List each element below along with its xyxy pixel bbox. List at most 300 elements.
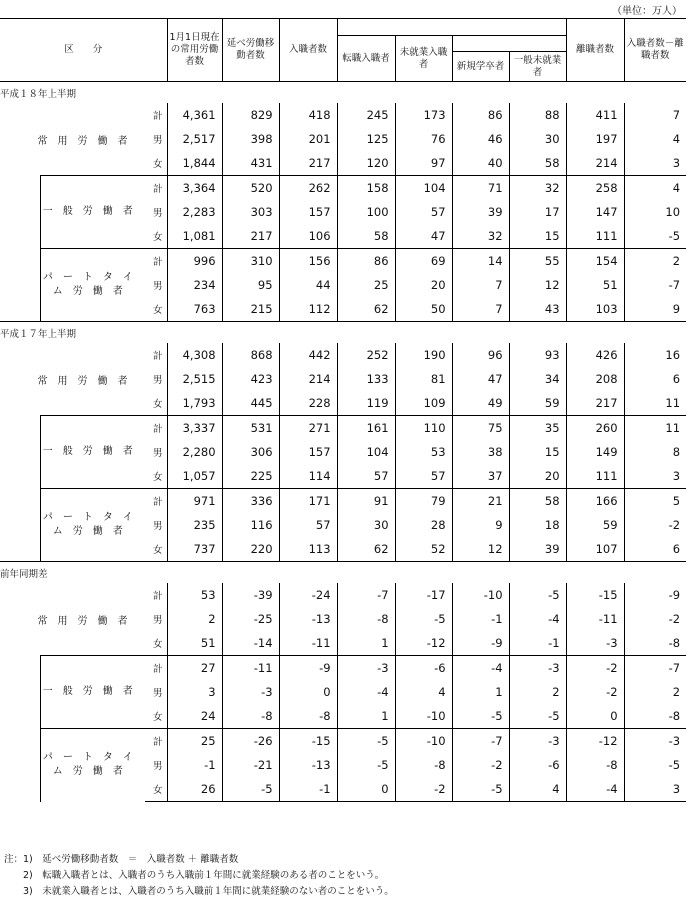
value-cell: 39 — [509, 537, 566, 562]
value-cell: 154 — [566, 249, 624, 274]
value-cell: 53 — [395, 440, 452, 464]
value-cell: 225 — [222, 464, 279, 489]
unit-label: （単位：万人） — [612, 6, 682, 17]
header-separations: 離職者数 — [566, 19, 624, 82]
table-row — [0, 416, 686, 441]
value-cell: -25 — [222, 607, 279, 631]
value-cell: 0 — [279, 680, 337, 704]
footnote-2: 2) 転職入職者とは、入職者のうち入職前１年間に就業経験のある者のことをいう。 — [4, 870, 385, 881]
footnote-1: 注：1) 延べ労働移動者数 ＝ 入職者数 ＋ 離職者数 — [4, 854, 239, 865]
value-cell: 2 — [509, 680, 566, 704]
value-cell: 96 — [452, 343, 509, 367]
value-cell: 112 — [279, 297, 337, 322]
value-cell: 110 — [395, 416, 452, 441]
value-cell: 336 — [222, 489, 279, 514]
value-cell: 116 — [222, 513, 279, 537]
row-division-label: 計 — [153, 111, 163, 122]
value-cell: 9 — [624, 297, 686, 322]
value-cell: 996 — [167, 249, 222, 274]
table-row — [0, 176, 686, 201]
value-cell: 133 — [337, 367, 395, 391]
value-cell: 30 — [509, 127, 566, 151]
row-division-label: 男 — [153, 615, 163, 626]
footnotes — [4, 852, 394, 900]
value-cell: 59 — [566, 513, 624, 537]
value-cell: 971 — [167, 489, 222, 514]
value-cell: 35 — [509, 416, 566, 441]
value-cell: 57 — [395, 464, 452, 489]
value-cell: 4,361 — [167, 103, 222, 127]
value-cell: 111 — [566, 224, 624, 249]
value-cell: 197 — [566, 127, 624, 151]
table-row — [0, 489, 686, 514]
value-cell: 260 — [566, 416, 624, 441]
row-division-label: 男 — [153, 448, 163, 459]
header-hires-breakdown-top — [337, 19, 566, 36]
value-cell: 737 — [167, 537, 222, 562]
value-cell: -5 — [395, 607, 452, 631]
value-cell: -8 — [395, 753, 452, 777]
value-cell: 79 — [395, 489, 452, 514]
value-cell: 71 — [452, 176, 509, 201]
value-cell: 38 — [452, 440, 509, 464]
section-title: 平成１７年上半期 — [0, 322, 686, 344]
row-division-label: 計 — [145, 729, 167, 754]
value-cell: -8 — [222, 704, 279, 729]
value-cell: -1 — [452, 607, 509, 631]
value-cell: 120 — [337, 151, 395, 176]
value-cell: 1,081 — [167, 224, 222, 249]
value-cell: -10 — [395, 704, 452, 729]
value-cell: -11 — [279, 631, 337, 656]
value-cell: 161 — [337, 416, 395, 441]
value-cell: 157 — [279, 440, 337, 464]
group-label: パートタイム労働者 — [42, 512, 143, 537]
value-cell: -3 — [509, 729, 566, 754]
value-cell: 442 — [279, 343, 337, 367]
value-cell: 51 — [566, 273, 624, 297]
value-cell: -5 — [624, 753, 686, 777]
value-cell: 32 — [452, 224, 509, 249]
value-cell: -3 — [566, 631, 624, 656]
value-cell: 5 — [624, 489, 686, 514]
value-cell: -1 — [509, 631, 566, 656]
value-cell: 16 — [624, 343, 686, 367]
value-cell: 217 — [279, 151, 337, 176]
value-cell: 3,337 — [167, 416, 222, 441]
value-cell: 157 — [279, 200, 337, 224]
group-label: 一般労働者 — [42, 446, 143, 457]
value-cell: -24 — [279, 583, 337, 607]
value-cell: 6 — [624, 537, 686, 562]
value-cell: 17 — [509, 200, 566, 224]
value-cell: 12 — [509, 273, 566, 297]
section-title: 前年同期差 — [0, 562, 686, 584]
value-cell: 39 — [452, 200, 509, 224]
value-cell: 109 — [395, 391, 452, 416]
value-cell: -15 — [279, 729, 337, 754]
value-cell: -39 — [222, 583, 279, 607]
value-cell: 156 — [279, 249, 337, 274]
value-cell: -7 — [337, 583, 395, 607]
value-cell: 24 — [167, 704, 222, 729]
table-row — [0, 583, 686, 607]
table-row — [0, 729, 686, 754]
value-cell: 220 — [222, 537, 279, 562]
value-cell: 12 — [452, 537, 509, 562]
table-row — [0, 103, 686, 127]
row-division-label: 男 — [153, 688, 163, 699]
value-cell: -8 — [337, 607, 395, 631]
value-cell: 11 — [624, 391, 686, 416]
value-cell: -11 — [566, 607, 624, 631]
value-cell: 59 — [509, 391, 566, 416]
value-cell: 4 — [395, 680, 452, 704]
value-cell: 1,844 — [167, 151, 222, 176]
row-division-label: 男 — [153, 281, 163, 292]
value-cell: -5 — [337, 753, 395, 777]
indent-cell — [0, 729, 40, 802]
value-cell: 262 — [279, 176, 337, 201]
group-label-cell — [40, 416, 145, 489]
value-cell: -2 — [395, 777, 452, 802]
group-label-cell — [40, 249, 145, 322]
value-cell: 217 — [222, 224, 279, 249]
group-label-cell — [40, 656, 145, 729]
table-row — [0, 343, 686, 367]
value-cell: 11 — [624, 416, 686, 441]
section-header-row — [0, 322, 686, 344]
header-new-graduates: 新規学卒者 — [452, 52, 509, 82]
value-cell: 103 — [566, 297, 624, 322]
value-cell: 2 — [624, 249, 686, 274]
value-cell: 58 — [509, 151, 566, 176]
value-cell: 7 — [452, 297, 509, 322]
row-division-label: 計 — [145, 176, 167, 201]
group-label: パートタイム労働者 — [42, 752, 143, 778]
value-cell: 3 — [167, 680, 222, 704]
indent-cell — [0, 249, 40, 322]
value-cell: 166 — [566, 489, 624, 514]
value-cell: 46 — [452, 127, 509, 151]
value-cell: 95 — [222, 273, 279, 297]
value-cell: -2 — [624, 513, 686, 537]
value-cell: -2 — [566, 656, 624, 681]
value-cell: 217 — [566, 391, 624, 416]
value-cell: 55 — [509, 249, 566, 274]
value-cell: -10 — [452, 583, 509, 607]
value-cell: 763 — [167, 297, 222, 322]
indent-cell — [0, 176, 40, 249]
value-cell: 81 — [395, 367, 452, 391]
value-cell: -5 — [452, 777, 509, 802]
value-cell: 303 — [222, 200, 279, 224]
value-cell: 2,517 — [167, 127, 222, 151]
value-cell: 228 — [279, 391, 337, 416]
value-cell: -13 — [279, 607, 337, 631]
value-cell: 214 — [566, 151, 624, 176]
value-cell: 1 — [337, 704, 395, 729]
value-cell: -21 — [222, 753, 279, 777]
value-cell: 44 — [279, 273, 337, 297]
value-cell: 14 — [452, 249, 509, 274]
group-label: 常用労働者 — [37, 375, 138, 387]
row-division-label: 男 — [153, 375, 163, 386]
value-cell: 49 — [452, 391, 509, 416]
value-cell: 0 — [566, 704, 624, 729]
group-label-cell — [0, 583, 145, 656]
group-label-cell — [40, 489, 145, 562]
value-cell: 2 — [167, 607, 222, 631]
value-cell: 418 — [279, 103, 337, 127]
value-cell: -14 — [222, 631, 279, 656]
value-cell: 7 — [452, 273, 509, 297]
value-cell: -15 — [566, 583, 624, 607]
value-cell: 173 — [395, 103, 452, 127]
value-cell: 97 — [395, 151, 452, 176]
group-label-cell — [0, 103, 145, 176]
value-cell: -4 — [452, 656, 509, 681]
value-cell: 104 — [395, 176, 452, 201]
value-cell: 8 — [624, 440, 686, 464]
row-division-label: 計 — [145, 656, 167, 681]
value-cell: 252 — [337, 343, 395, 367]
value-cell: 190 — [395, 343, 452, 367]
group-label: パートタイム労働者 — [42, 272, 143, 297]
value-cell: -7 — [624, 273, 686, 297]
value-cell: 6 — [624, 367, 686, 391]
value-cell: 4 — [624, 127, 686, 151]
value-cell: 57 — [337, 464, 395, 489]
value-cell: 423 — [222, 367, 279, 391]
group-label: 一般労働者 — [42, 686, 143, 697]
row-division-label: 女 — [153, 159, 163, 170]
section-header-row — [0, 562, 686, 584]
table-row — [0, 656, 686, 681]
value-cell: -6 — [509, 753, 566, 777]
value-cell: -3 — [624, 729, 686, 754]
group-label: 一般労働者 — [42, 206, 143, 217]
value-cell: -5 — [509, 583, 566, 607]
section-header-row — [0, 82, 686, 104]
value-cell: 258 — [566, 176, 624, 201]
value-cell: -12 — [395, 631, 452, 656]
value-cell: 111 — [566, 464, 624, 489]
value-cell: -7 — [624, 656, 686, 681]
value-cell: -8 — [279, 704, 337, 729]
value-cell: 27 — [167, 656, 222, 681]
value-cell: 25 — [337, 273, 395, 297]
value-cell: 208 — [566, 367, 624, 391]
value-cell: -1 — [279, 777, 337, 802]
header-non-employed-hires: 未就業入職者 — [395, 36, 452, 82]
value-cell: 235 — [167, 513, 222, 537]
group-label-cell — [40, 729, 145, 802]
value-cell: 51 — [167, 631, 222, 656]
value-cell: 76 — [395, 127, 452, 151]
value-cell: 3 — [624, 151, 686, 176]
value-cell: 9 — [452, 513, 509, 537]
row-division-label: 女 — [145, 777, 167, 802]
value-cell: 2,280 — [167, 440, 222, 464]
value-cell: -1 — [167, 753, 222, 777]
header-total-movers: 延べ労働移動者数 — [222, 19, 279, 82]
row-division-label: 男 — [153, 135, 163, 146]
value-cell: 531 — [222, 416, 279, 441]
value-cell: 57 — [279, 513, 337, 537]
value-cell: -3 — [509, 656, 566, 681]
value-cell: 214 — [279, 367, 337, 391]
row-division-label: 女 — [153, 712, 163, 723]
value-cell: -9 — [624, 583, 686, 607]
row-division-label: 女 — [153, 472, 163, 483]
value-cell: -2 — [624, 607, 686, 631]
value-cell: 107 — [566, 537, 624, 562]
value-cell: -3 — [222, 680, 279, 704]
value-cell: -9 — [452, 631, 509, 656]
value-cell: 25 — [167, 729, 222, 754]
value-cell: 868 — [222, 343, 279, 367]
value-cell: 40 — [452, 151, 509, 176]
indent-cell — [0, 489, 40, 562]
value-cell: 100 — [337, 200, 395, 224]
value-cell: 37 — [452, 464, 509, 489]
value-cell: -26 — [222, 729, 279, 754]
value-cell: 306 — [222, 440, 279, 464]
value-cell: 431 — [222, 151, 279, 176]
labor-turnover-table — [0, 18, 686, 802]
value-cell: -3 — [337, 656, 395, 681]
value-cell: 3 — [624, 777, 686, 802]
value-cell: -8 — [624, 704, 686, 729]
value-cell: 147 — [566, 200, 624, 224]
value-cell: 1 — [337, 631, 395, 656]
row-division-label: 女 — [153, 399, 163, 410]
row-division-label: 計 — [153, 351, 163, 362]
value-cell: 34 — [509, 367, 566, 391]
value-cell: 93 — [509, 343, 566, 367]
value-cell: -5 — [624, 224, 686, 249]
header-hires: 入職者数 — [279, 19, 337, 82]
value-cell: -2 — [452, 753, 509, 777]
row-division-label: 女 — [153, 232, 163, 243]
value-cell: 62 — [337, 297, 395, 322]
value-cell: 7 — [624, 103, 686, 127]
value-cell: -5 — [452, 704, 509, 729]
value-cell: 43 — [509, 297, 566, 322]
value-cell: 4 — [509, 777, 566, 802]
table-body — [0, 82, 686, 802]
value-cell: 2 — [624, 680, 686, 704]
value-cell: 57 — [395, 200, 452, 224]
value-cell: 158 — [337, 176, 395, 201]
value-cell: 411 — [566, 103, 624, 127]
value-cell: -5 — [222, 777, 279, 802]
value-cell: 113 — [279, 537, 337, 562]
value-cell: 106 — [279, 224, 337, 249]
row-division-label: 女 — [153, 545, 163, 556]
value-cell: -8 — [624, 631, 686, 656]
value-cell: 149 — [566, 440, 624, 464]
row-division-label: 計 — [145, 489, 167, 514]
value-cell: 104 — [337, 440, 395, 464]
value-cell: 62 — [337, 537, 395, 562]
value-cell: 58 — [337, 224, 395, 249]
header-employed-jan1: 1月1日現在の常用労働者数 — [167, 19, 222, 82]
value-cell: 2,515 — [167, 367, 222, 391]
value-cell: 171 — [279, 489, 337, 514]
value-cell: 20 — [395, 273, 452, 297]
value-cell: 86 — [337, 249, 395, 274]
group-label: 常用労働者 — [37, 615, 138, 627]
group-label: 常用労働者 — [37, 135, 138, 147]
value-cell: 10 — [624, 200, 686, 224]
value-cell: 426 — [566, 343, 624, 367]
value-cell: 21 — [452, 489, 509, 514]
value-cell: -17 — [395, 583, 452, 607]
value-cell: 53 — [167, 583, 222, 607]
value-cell: 520 — [222, 176, 279, 201]
section-title: 平成１８年上半期 — [0, 88, 77, 100]
group-label-cell — [0, 343, 145, 416]
value-cell: 75 — [452, 416, 509, 441]
value-cell: 310 — [222, 249, 279, 274]
value-cell: -10 — [395, 729, 452, 754]
value-cell: 245 — [337, 103, 395, 127]
value-cell: 3 — [624, 464, 686, 489]
row-division-label: 女 — [153, 305, 163, 316]
value-cell: 47 — [395, 224, 452, 249]
value-cell: 119 — [337, 391, 395, 416]
value-cell: 15 — [509, 224, 566, 249]
value-cell: 30 — [337, 513, 395, 537]
header-non-employed-breakdown — [452, 36, 566, 52]
value-cell: 47 — [452, 367, 509, 391]
value-cell: 28 — [395, 513, 452, 537]
value-cell: 4,308 — [167, 343, 222, 367]
value-cell: 58 — [509, 489, 566, 514]
value-cell: -5 — [509, 704, 566, 729]
value-cell: 1,057 — [167, 464, 222, 489]
value-cell: -13 — [279, 753, 337, 777]
value-cell: -11 — [222, 656, 279, 681]
value-cell: 215 — [222, 297, 279, 322]
header-general-non-employed: 一般未就業者 — [509, 52, 566, 82]
value-cell: 445 — [222, 391, 279, 416]
row-division-label: 女 — [153, 639, 163, 650]
value-cell: 1 — [452, 680, 509, 704]
value-cell: -4 — [509, 607, 566, 631]
value-cell: 271 — [279, 416, 337, 441]
value-cell: -2 — [566, 680, 624, 704]
value-cell: 91 — [337, 489, 395, 514]
indent-cell — [0, 656, 40, 729]
value-cell: 829 — [222, 103, 279, 127]
value-cell: 125 — [337, 127, 395, 151]
value-cell: 2,283 — [167, 200, 222, 224]
value-cell: 3,364 — [167, 176, 222, 201]
row-division-label: 男 — [153, 761, 163, 772]
value-cell: 4 — [624, 176, 686, 201]
row-division-label: 男 — [153, 521, 163, 532]
value-cell: -8 — [566, 753, 624, 777]
indent-cell — [0, 416, 40, 489]
value-cell: 52 — [395, 537, 452, 562]
value-cell: 398 — [222, 127, 279, 151]
value-cell: 26 — [167, 777, 222, 802]
value-cell: 88 — [509, 103, 566, 127]
value-cell: -6 — [395, 656, 452, 681]
